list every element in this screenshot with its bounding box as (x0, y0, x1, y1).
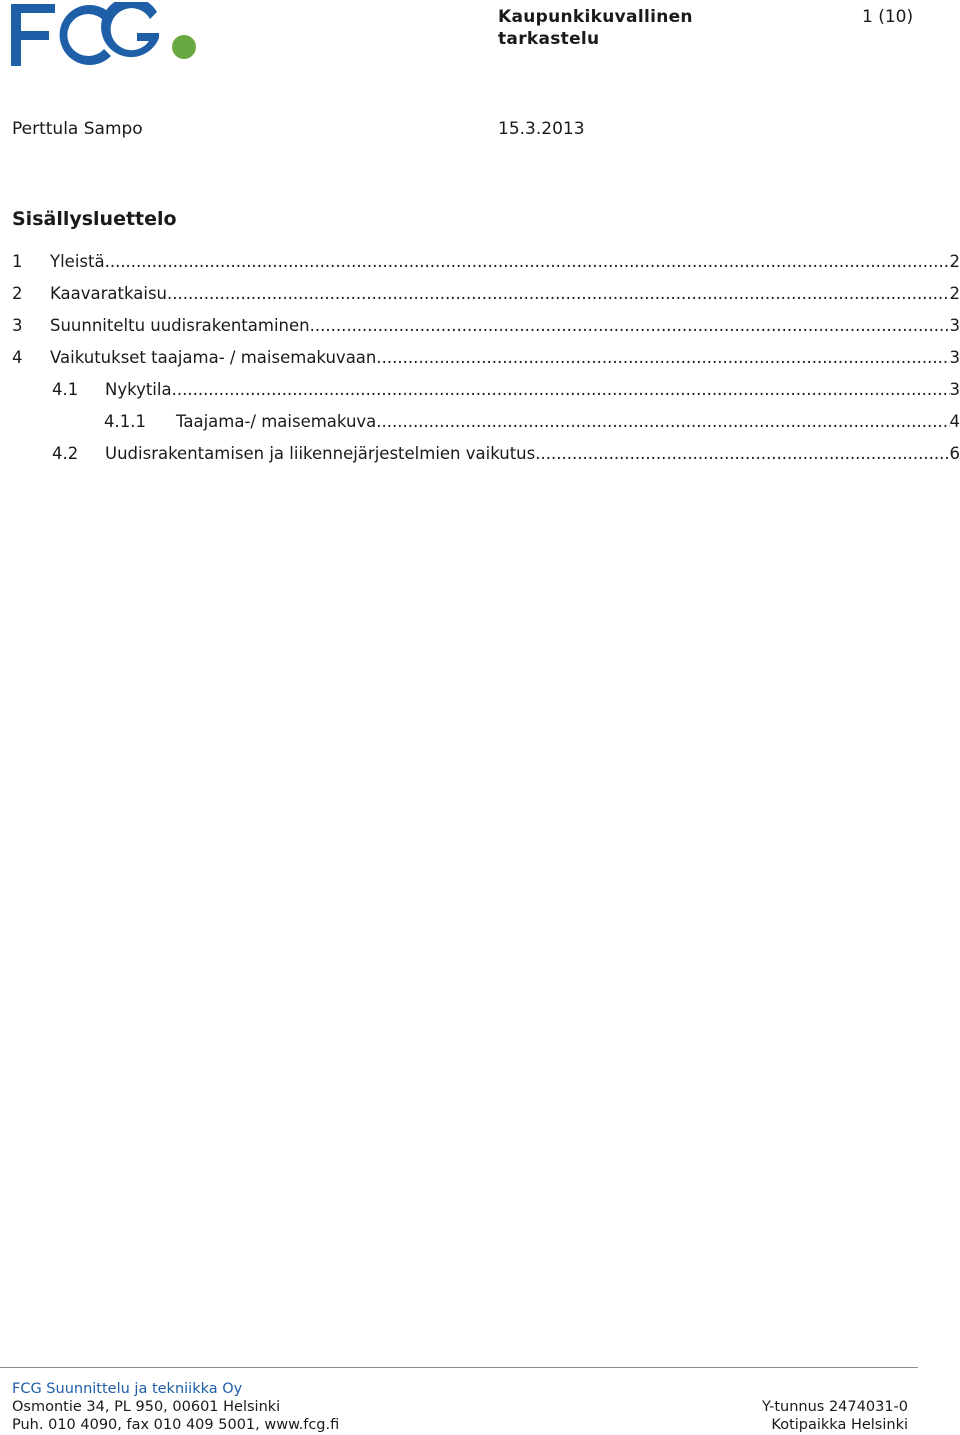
author: Perttula Sampo (12, 119, 143, 139)
fcg-logo-letters (11, 2, 159, 66)
toc-entry[interactable] (12, 283, 960, 305)
toc-leader-dots (376, 347, 949, 369)
footer-divider (0, 1367, 918, 1368)
toc-entry[interactable] (52, 379, 960, 401)
toc-entry-number: 2 (12, 284, 23, 303)
toc-entry-page: 3 (949, 316, 960, 335)
toc-entry-page: 2 (949, 252, 960, 271)
document-date: 15.3.2013 (498, 119, 585, 139)
document-title (498, 6, 693, 50)
toc-entry-title: Nykytila (105, 380, 172, 399)
toc-leader-dots (535, 443, 949, 465)
toc-entry[interactable] (12, 315, 960, 337)
toc-entry-page: 2 (949, 284, 960, 303)
document-title-line-2: tarkastelu (498, 29, 600, 49)
toc-heading: Sisällysluettelo (12, 208, 177, 230)
toc-entry[interactable] (12, 347, 960, 369)
toc-entry[interactable] (12, 251, 960, 273)
footer-domicile: Kotipaikka Helsinki (771, 1417, 908, 1433)
toc-entry-page: 3 (949, 348, 960, 367)
toc-entry-title: Suunniteltu uudisrakentaminen (50, 316, 310, 335)
toc-entry-page: 6 (949, 444, 960, 463)
toc-entry-number: 4.1.1 (104, 412, 146, 431)
toc-entry-number: 4.2 (52, 444, 79, 463)
fcg-logo-dot (172, 35, 196, 59)
toc-entry-number: 1 (12, 252, 23, 271)
toc-entry-page: 3 (949, 380, 960, 399)
toc-entry-title: Taajama-/ maisemakuva (176, 412, 377, 431)
toc-leader-dots (376, 411, 949, 433)
toc-entry-page: 4 (949, 412, 960, 431)
footer-company-name: FCG Suunnittelu ja tekniikka Oy (12, 1381, 243, 1397)
toc-entry-title: Kaavaratkaisu (50, 284, 168, 303)
toc-entry[interactable] (52, 443, 960, 465)
footer-contact: Puh. 010 4090, fax 010 409 5001, www.fcg.fi (12, 1417, 340, 1433)
footer-address: Osmontie 34, PL 950, 00601 Helsinki (12, 1399, 281, 1415)
footer-business-id: Y-tunnus 2474031-0 (761, 1399, 908, 1415)
toc-leader-dots (167, 283, 949, 305)
toc-entry-number: 3 (12, 316, 23, 335)
toc-entry[interactable] (104, 411, 960, 433)
document-title-line-1: Kaupunkikuvallinen (498, 7, 693, 27)
fcg-logo (11, 2, 201, 68)
toc-entry-number: 4 (12, 348, 23, 367)
toc-leader-dots (105, 251, 950, 273)
toc-leader-dots (172, 379, 950, 401)
toc-leader-dots (310, 315, 950, 337)
toc-entry-title: Yleistä (50, 252, 105, 271)
toc-entry-title: Uudisrakentamisen ja liikennejärjestelmien vaikutus (105, 444, 536, 463)
toc-entry-number: 4.1 (52, 380, 79, 399)
page-number: 1 (10) (862, 7, 914, 27)
toc-entry-title: Vaikutukset taajama- / maisemakuvaan (50, 348, 377, 367)
